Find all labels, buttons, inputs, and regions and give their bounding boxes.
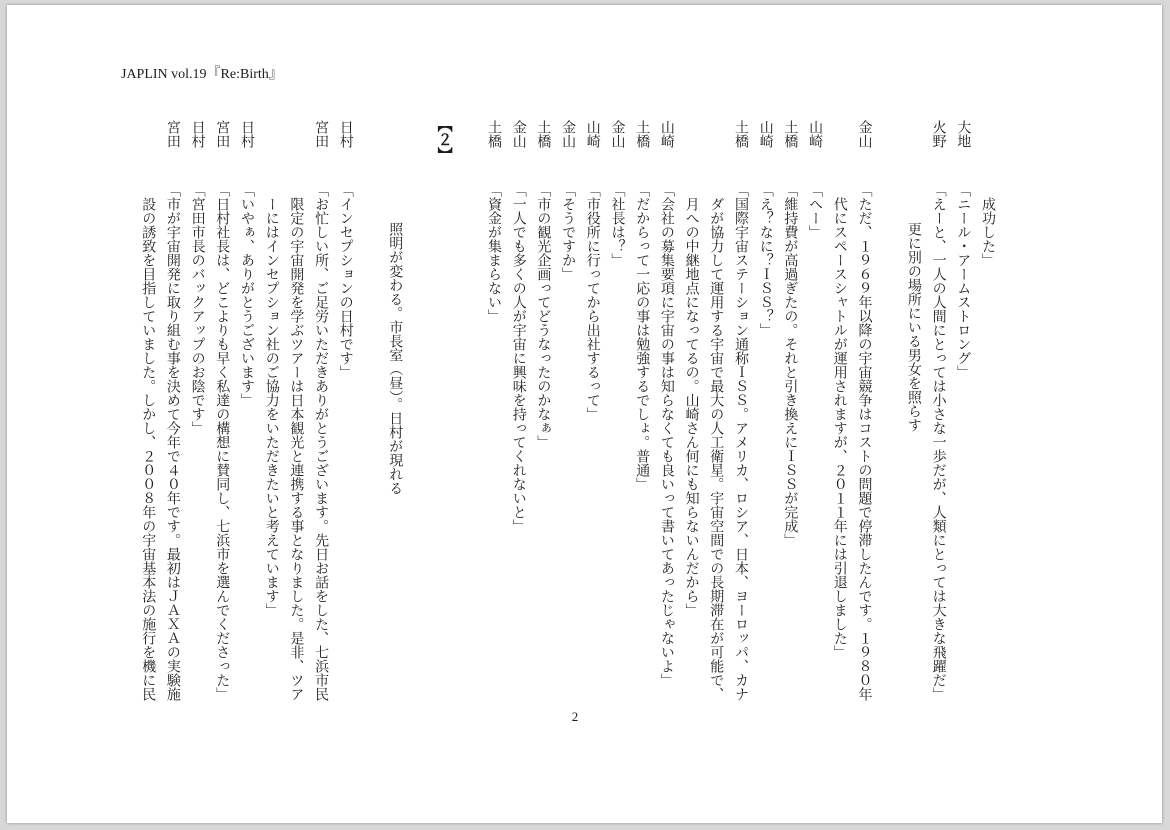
dialogue-line: 設の誘致を目指していました。しかし、２００８年の宇宙基本法の施行を機に民	[140, 197, 157, 701]
dialogue-line: 「国際宇宙ステーション通称ＩＳＳ。アメリカ、ロシア、日本、ヨーロッパ、カナ	[733, 183, 749, 701]
dialogue-line: 「市の観光企画ってどうなったのかなぁ」	[535, 183, 552, 449]
speaker-name: 日村	[189, 120, 206, 148]
dialogue-line: 「え？なに？ＩＳＳ？」	[757, 183, 774, 337]
dialogue-line: ーにはインセプション社のご協力をいただきたいと考えています」	[263, 197, 280, 617]
dialogue-line: 「お忙しい所、ご足労いただきありがとうございます。先日お話をした、七浜市民	[313, 183, 330, 701]
page-number: 2	[571, 709, 579, 724]
speaker-name: 宮田	[214, 120, 231, 148]
dialogue-line: 「だからって一応の事は勉強するでしょ。普通」	[634, 183, 651, 491]
speaker-name: 土橋	[634, 120, 651, 148]
speaker-name: 金山	[609, 120, 626, 148]
speaker-name: 宮田	[313, 120, 330, 148]
speaker-name: 大地	[955, 120, 972, 148]
speaker-name: 金山	[560, 120, 577, 148]
speaker-name: 火野	[930, 120, 947, 148]
dialogue-line: 「一人でも多くの人が宇宙に興味を持ってくれないと」	[510, 183, 527, 533]
dialogue-line: 「市が宇宙開発に取り組む事を決めて今年で４０年です。最初はＪＡＸＡの実験施	[164, 183, 181, 701]
speaker-name: 山崎	[658, 120, 675, 148]
dialogue-line: 「ただ、１９６９年以降の宇宙競争はコストの問題で停滞したんです。１９８０年	[856, 183, 873, 701]
dialogue-line: 月への中継地点になってるの。山崎さん何にも知らないんだから」	[683, 197, 700, 617]
stage-direction: 更に別の場所にいる男女を照らす	[905, 222, 922, 432]
speaker-name: 土橋	[535, 120, 552, 148]
scene-heading: 【２】	[435, 117, 454, 162]
dialogue-line: 「ニール・アームストロング」	[955, 183, 972, 379]
speaker-name: 山崎	[807, 120, 824, 148]
speaker-name: 金山	[510, 120, 527, 148]
dialogue-line: 代にスペースシャトルが運用されますが、２０１１年には引退しました」	[831, 197, 848, 659]
dialogue-line: 「えーと、一人の人間にとっては小さな一歩だが、人類にとっては大きな飛躍だ」	[930, 183, 947, 701]
dialogue-line: ダが協力して運用する宇宙で最大の人工衛星。宇宙空間での長期滞在が可能で、	[708, 197, 725, 701]
dialogue-line: 限定の宇宙開発を学ぶツアーは日本観光と連携する事となりました。是非、ツア	[288, 197, 305, 701]
speaker-name: 山崎	[757, 120, 774, 148]
dialogue-line: 「へー」	[807, 183, 824, 239]
dialogue-line: 「維持費が高過ぎたの。それと引き換えにＩＳＳが完成」	[782, 183, 799, 547]
running-title: JAPLIN vol.19『Re:Birth』	[121, 67, 283, 82]
speaker-name: 日村	[239, 120, 255, 148]
stage-direction: 照明が変わる。市長室（昼）。日村が現れる	[387, 222, 404, 495]
dialogue-line: 「会社の募集要項に宇宙の事は知らなくても良いって書いてあったじゃないよ」	[658, 183, 675, 687]
dialogue-line: 「インセプションの日村です」	[337, 183, 354, 379]
dialogue-line: 「日村社長は、どこよりも早く私達の構想に賛同し、七浜市を選んでくださった」	[214, 183, 231, 701]
dialogue-line: 「社長は？」	[609, 183, 626, 267]
speaker-name: 宮田	[164, 120, 181, 148]
speaker-name: 日村	[337, 120, 354, 148]
speaker-name: 土橋	[486, 120, 502, 148]
carryover-line: 成功した」	[980, 197, 996, 267]
dialogue-line: 「そうですか」	[560, 183, 577, 281]
speaker-name: 土橋	[733, 120, 749, 148]
dialogue-line: 「市役所に行ってから出社するって」	[584, 183, 601, 421]
dialogue-line: 「いやぁ、ありがとうございます」	[239, 183, 255, 407]
speaker-name: 土橋	[782, 120, 799, 148]
dialogue-line: 「資金が集まらない」	[486, 183, 502, 323]
speaker-name: 金山	[856, 120, 873, 148]
dialogue-line: 「宮田市長のバックアップのお陰です」	[189, 183, 206, 435]
speaker-name: 山崎	[584, 120, 601, 148]
